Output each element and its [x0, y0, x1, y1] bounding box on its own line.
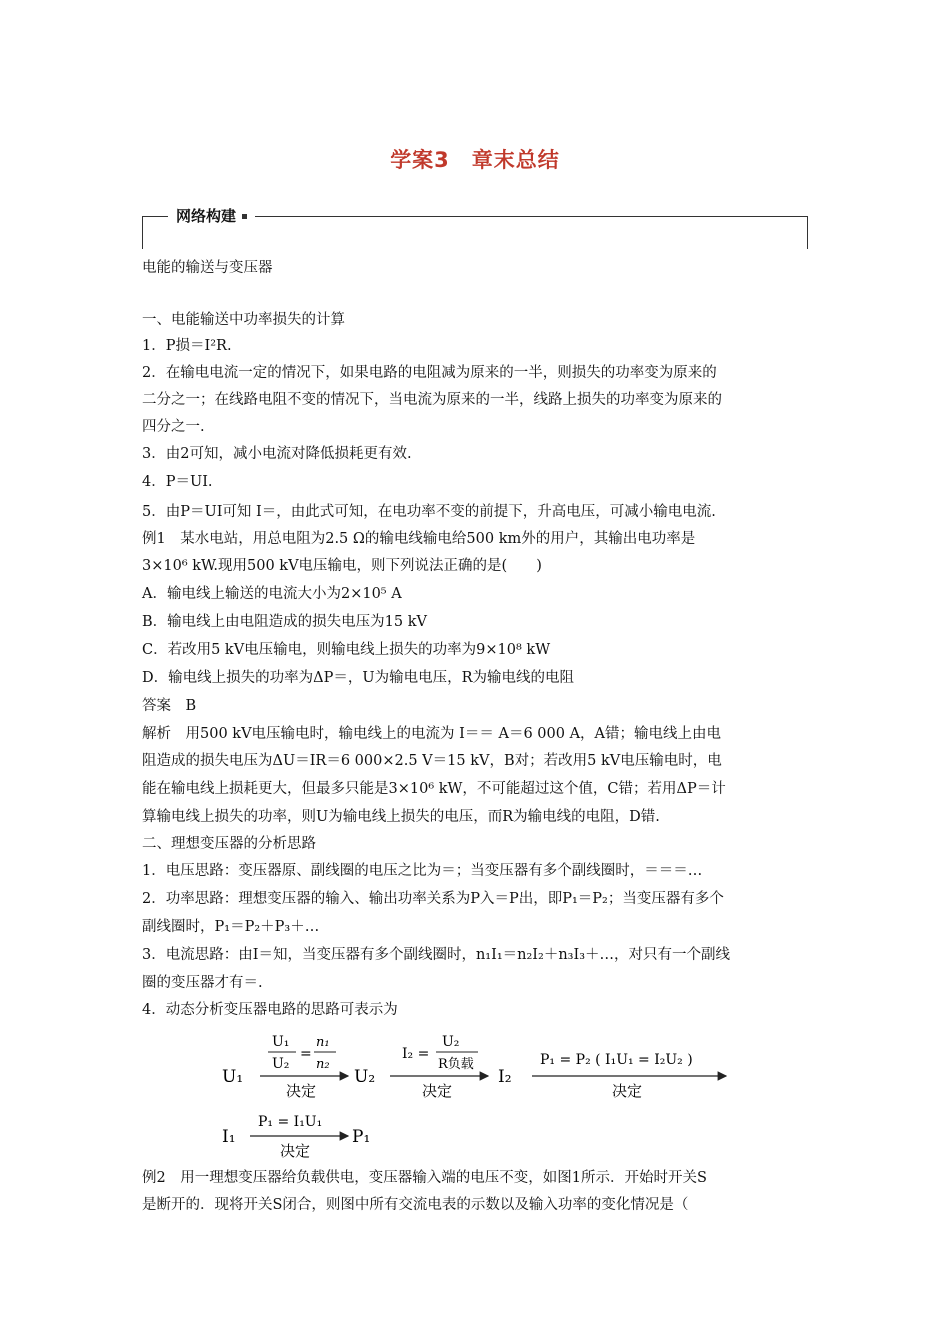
text-line: 2．功率思路：理想变压器的输入、输出功率关系为P入＝P出，即P₁＝P₂；当变压器有多个 — [142, 891, 724, 907]
analysis-line: 能在输电线上损耗更大，但最多只能是3×10⁶ kW，不可能超过这个值，C错；若用ΔP＝计 — [142, 781, 726, 797]
page-title: 学案3 章末总结 — [390, 148, 560, 172]
example2-line: 是断开的．现将开关S闭合，则图中所有交流电表的示数以及输入功率的变化情况是（ — [142, 1197, 689, 1213]
example-line: 3×10⁶ kW.现用500 kV电压输电，则下列说法正确的是( ) — [142, 558, 542, 574]
f1-rnum: n₁ — [316, 1035, 330, 1050]
text-line: 2．在输电电流一定的情况下，如果电路的电阻减为原来的一半，则损失的功率变为原来的 — [142, 365, 717, 381]
node-u1: U₁ — [222, 1067, 244, 1087]
node-u2: U₂ — [354, 1067, 376, 1087]
transformer-flow-diagram — [220, 1024, 740, 1162]
label-decide: 决定 — [286, 1082, 317, 1100]
example-line: 例1 某水电站，用总电阻为2.5 Ω的输电线输电给500 km外的用户，其输出电功率是 — [142, 531, 696, 547]
f1-num: U₁ — [272, 1034, 290, 1050]
text-line: 圈的变压器才有＝. — [142, 975, 263, 991]
text-line: 4．动态分析变压器电路的思路可表示为 — [142, 1002, 398, 1018]
f2-left: I₂ = — [402, 1046, 430, 1062]
node-i1: I₁ — [222, 1127, 236, 1147]
f1-rden: n₂ — [316, 1057, 330, 1072]
text-line: 一、电能输送中功率损失的计算 — [142, 312, 345, 328]
node-i2: I₂ — [498, 1067, 512, 1087]
text-line: 3．电流思路：由I＝知，当变压器有多个副线圈时，n₁I₁＝n₂I₂＋n₃I₃＋…，对只有一个副线 — [142, 947, 731, 963]
text-line: 3．由2可知，减小电流对降低损耗更有效. — [142, 446, 412, 462]
f1-eq: = — [300, 1046, 312, 1062]
option-c: C．若改用5 kV电压输电，则输电线上损失的功率为9×10⁸ kW — [142, 642, 551, 658]
f4: P₁ = I₁U₁ — [258, 1114, 323, 1130]
f2-den: R负载 — [438, 1057, 474, 1072]
text-line: 副线圈时，P₁＝P₂＋P₃＋… — [142, 919, 320, 935]
example2-line: 例2 用一理想变压器给负载供电，变压器输入端的电压不变，如图1所示．开始时开关S — [142, 1170, 707, 1186]
option-d: D．输电线上损失的功率为ΔP＝，U为输电电压，R为输电线的电阻 — [142, 670, 574, 686]
analysis-line: 解析 用500 kV电压输电时，输电线上的电流为 I＝＝ A＝6 000 A，A错；输电线上由电 — [142, 726, 722, 742]
f1-den: U₂ — [272, 1056, 290, 1072]
text-line: 1．P损＝I²R. — [142, 338, 232, 354]
section-label: 网络构建 — [168, 205, 255, 226]
option-b: B．输电线上由电阻造成的损失电压为15 kV — [142, 614, 427, 630]
analysis-line: 算输电线上损失的功率，则U为输电线上损失的电压，而R为输电线的电阻，D错. — [142, 809, 660, 825]
text-line: 5．由P＝UI可知 I＝，由此式可知，在电功率不变的前提下，升高电压，可减小输电电流. — [142, 504, 716, 520]
f2-num: U₂ — [442, 1034, 460, 1050]
text-line: 四分之一. — [142, 419, 205, 435]
text-line: 4．P＝UI. — [142, 474, 213, 490]
section-header-box — [142, 209, 808, 249]
option-a: A．输电线上输送的电流大小为2×10⁵ A — [142, 586, 402, 602]
text-line: 二、理想变压器的分析思路 — [142, 836, 316, 852]
text-line: 二分之一；在线路电阻不变的情况下，当电流为原来的一半，线路上损失的功率变为原来的 — [142, 392, 722, 408]
text-line: 1．电压思路：变压器原、副线圈的电压之比为＝；当变压器有多个副线圈时，＝＝＝… — [142, 863, 703, 879]
analysis-line: 阻造成的损失电压为ΔU＝IR＝6 000×2.5 V＝15 kV，B对；若改用5 kV电压输电时，电 — [142, 753, 722, 769]
f3: P₁ = P₂ ( I₁U₁ = I₂U₂ ) — [540, 1052, 693, 1068]
subtitle: 电能的输送与变压器 — [142, 260, 273, 276]
label-decide: 决定 — [612, 1082, 643, 1100]
label-decide: 决定 — [280, 1142, 311, 1160]
node-p1: P₁ — [352, 1127, 371, 1147]
answer: 答案 B — [142, 698, 197, 714]
label-decide: 决定 — [422, 1082, 453, 1100]
